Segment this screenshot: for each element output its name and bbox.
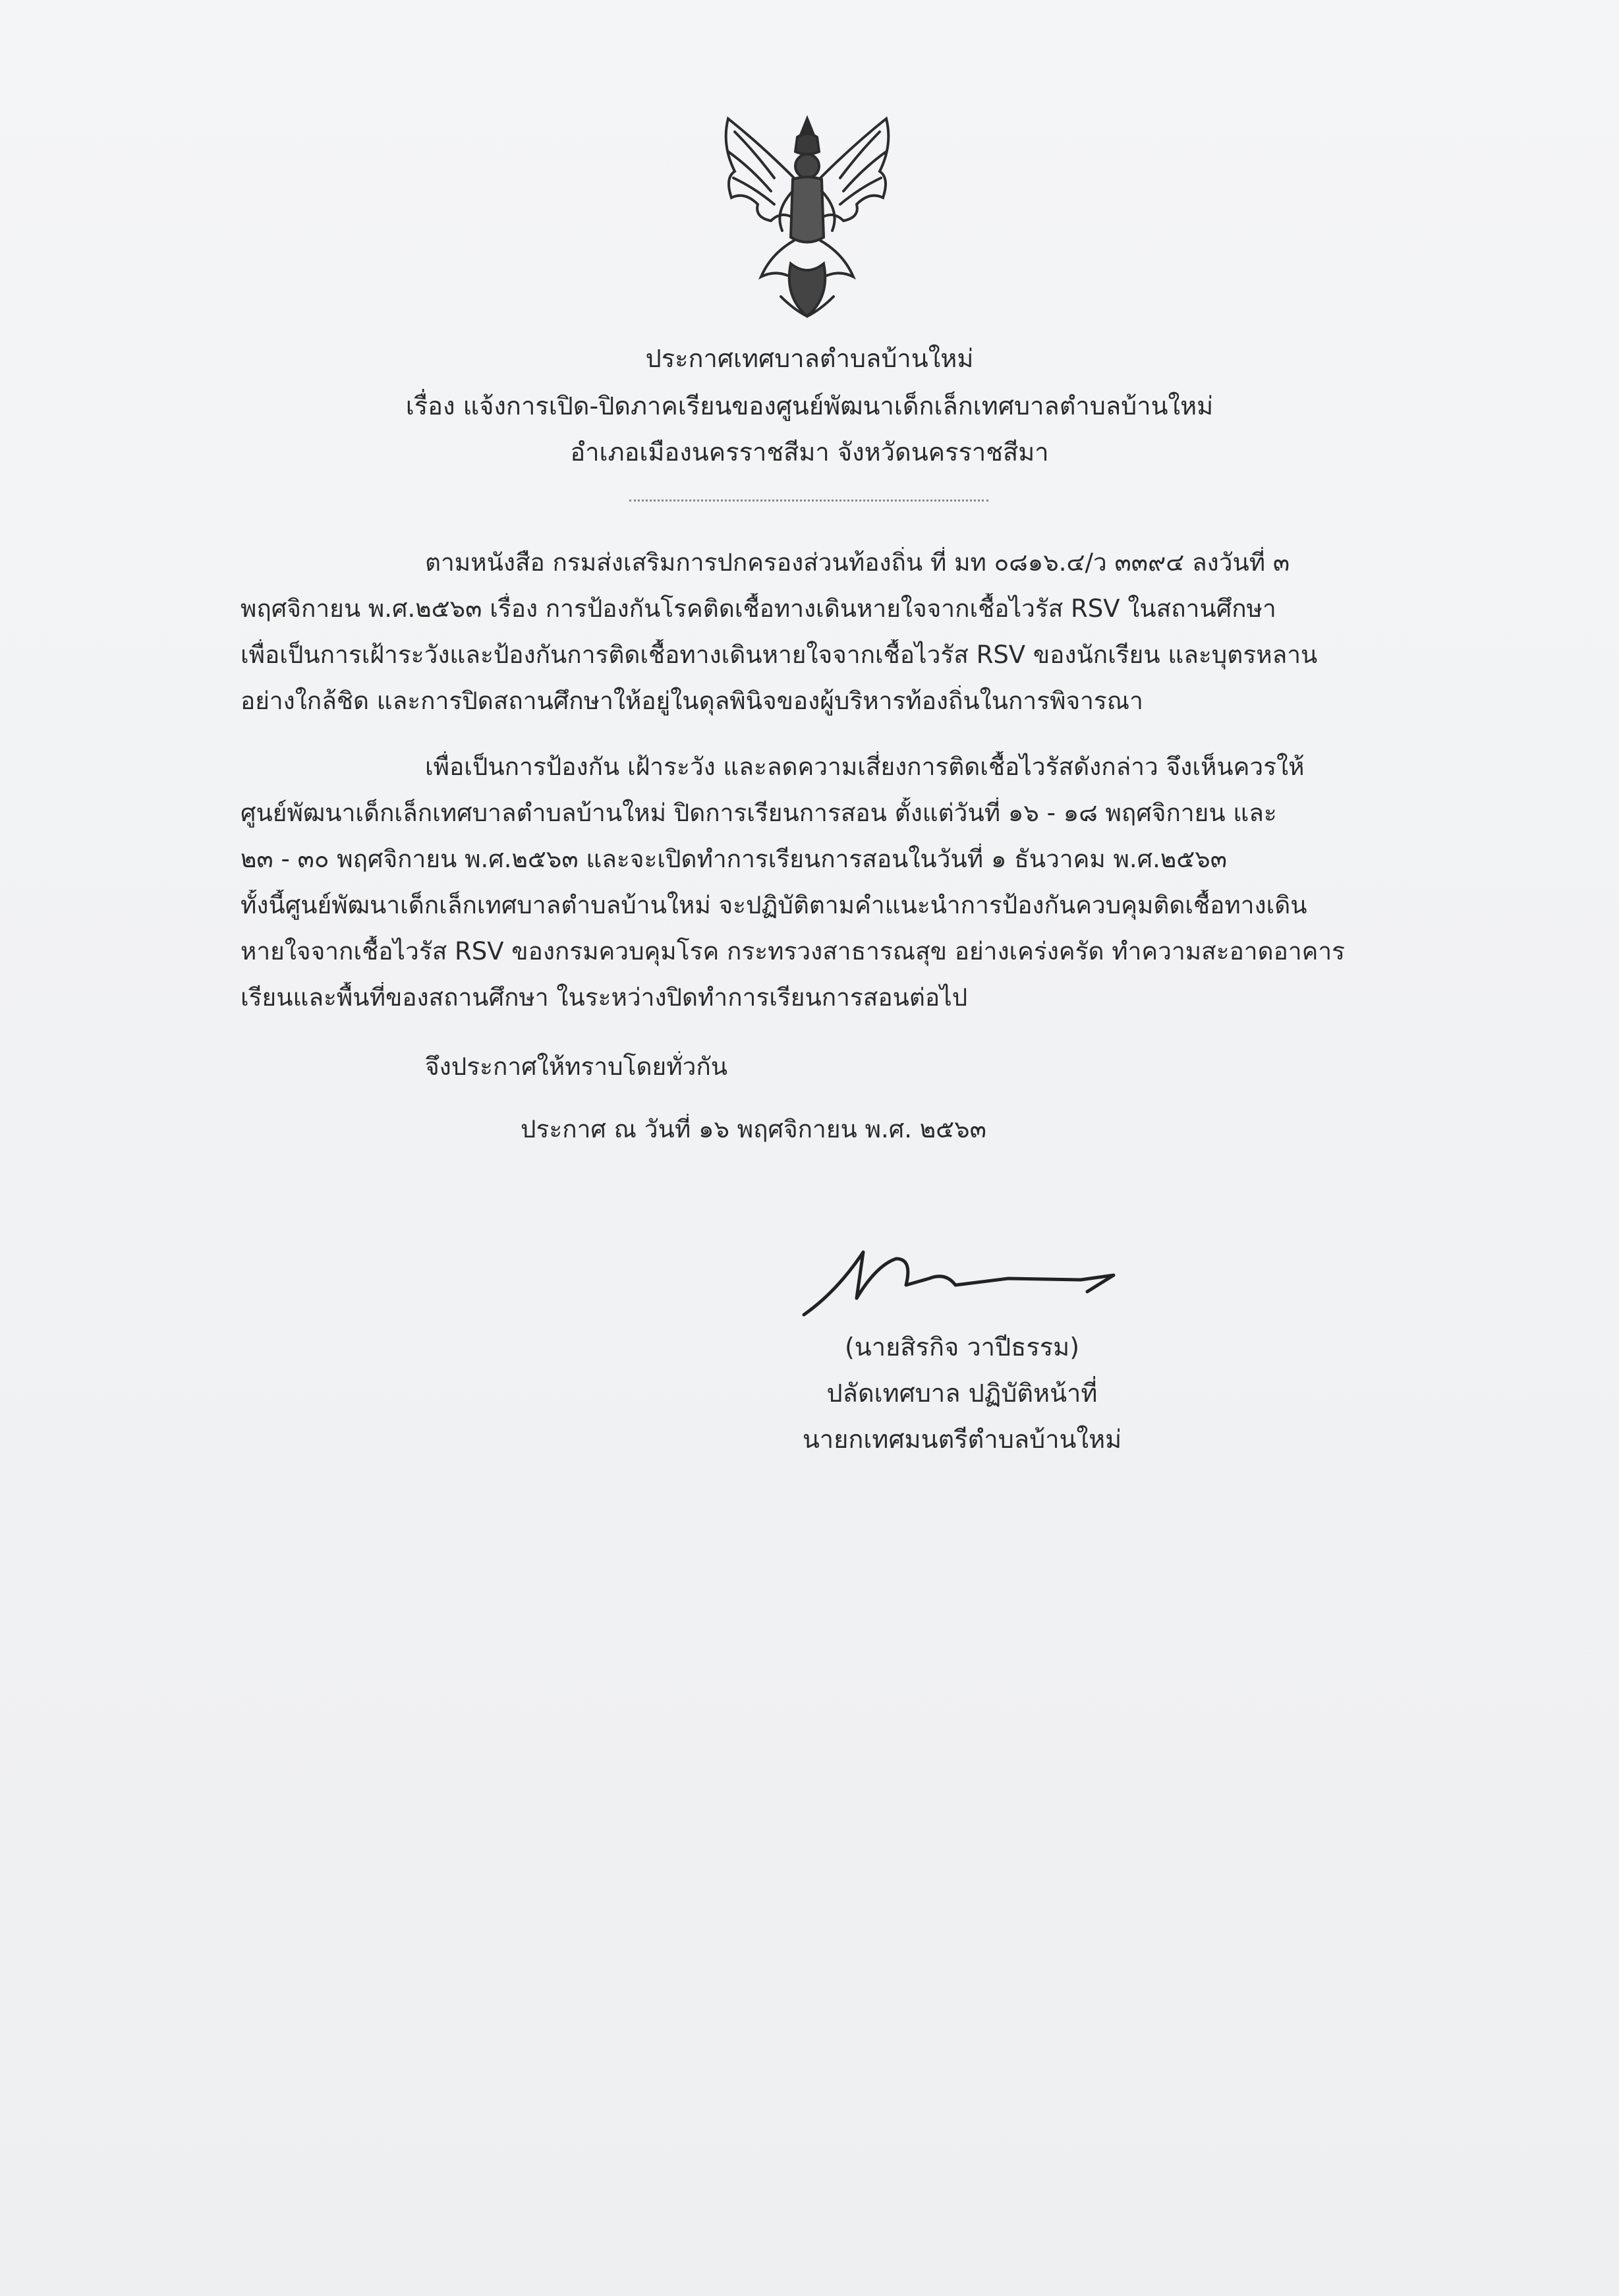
- signer-name: (นายสิรกิจ วาปีธรรม): [844, 1333, 1080, 1362]
- announcement-district: อำเภอเมืองนครราชสีมา จังหวัดนครราชสีมา: [570, 438, 1049, 467]
- handwritten-signature: [797, 1239, 1127, 1325]
- closing-statement: จึงประกาศให้ทราบโดยทั่วกัน: [425, 1052, 728, 1081]
- para1-line-3: เพื่อเป็นการเฝ้าระวังและป้องกันการติดเชื้อทางเดินหายใจจากเชื้อไวรัส RSV ของนักเรียน และบุตรหลาน: [241, 641, 1318, 669]
- para2-line-3: ๒๓ - ๓๐ พฤศจิกายน พ.ศ.๒๕๖๓ และจะเปิดทำการเรียนการสอนในวันที่ ๑ ธันวาคม พ.ศ.๒๕๖๓: [241, 845, 1228, 873]
- para1-line-1: ตามหนังสือ กรมส่งเสริมการปกครองส่วนท้องถิ่น ที่ มท ๐๘๑๖.๔/ว ๓๓๙๔ ลงวันที่ ๓: [425, 548, 1290, 577]
- para2-line-4: ทั้งนี้ศูนย์พัฒนาเด็กเล็กเทศบาลตำบลบ้านใหม่ จะปฏิบัติตามคำแนะนำการป้องกันควบคุมติดเชื้อทางเดิน: [241, 891, 1307, 919]
- garuda-emblem-icon: [708, 105, 906, 330]
- signer-acting-position: นายกเทศมนตรีตำบลบ้านใหม่: [802, 1425, 1122, 1454]
- announcement-subject: เรื่อง แจ้งการเปิด-ปิดภาคเรียนของศูนย์พัฒนาเด็กเล็กเทศบาลตำบลบ้านใหม่: [405, 391, 1214, 420]
- para1-line-4: อย่างใกล้ชิด และการปิดสถานศึกษาให้อยู่ในดุลพินิจของผู้บริหารท้องถิ่นในการพิจารณา: [241, 687, 1143, 715]
- header-divider: [629, 500, 988, 502]
- para2-line-6: เรียนและพื้นที่ของสถานศึกษา ในระหว่างปิดทำการเรียนการสอนต่อไป: [241, 983, 968, 1012]
- para2-line-1: เพื่อเป็นการป้องกัน เฝ้าระวัง และลดความเสี่ยงการติดเชื้อไวรัสดังกล่าว จึงเห็นควรให้: [425, 753, 1305, 781]
- para2-line-2: ศูนย์พัฒนาเด็กเล็กเทศบาลตำบลบ้านใหม่ ปิดการเรียนการสอน ตั้งแต่วันที่ ๑๖ - ๑๘ พฤศจิกายน และ: [241, 799, 1277, 827]
- announcement-date: ประกาศ ณ วันที่ ๑๖ พฤศจิกายน พ.ศ. ๒๕๖๓: [521, 1115, 986, 1143]
- para2-line-5: หายใจจากเชื้อไวรัส RSV ของกรมควบคุมโรค กระทรวงสาธารณสุข อย่างเคร่งครัด ทำความสะอาดอาคาร: [241, 937, 1346, 965]
- signer-position: ปลัดเทศบาล ปฏิบัติหน้าที่: [826, 1379, 1098, 1408]
- para1-line-2: พฤศจิกายน พ.ศ.๒๕๖๓ เรื่อง การป้องกันโรคติดเชื้อทางเดินหายใจจากเชื้อไวรัส RSV ในสถานศึกษา: [241, 594, 1276, 623]
- announcement-title: ประกาศเทศบาลตำบลบ้านใหม่: [645, 344, 974, 373]
